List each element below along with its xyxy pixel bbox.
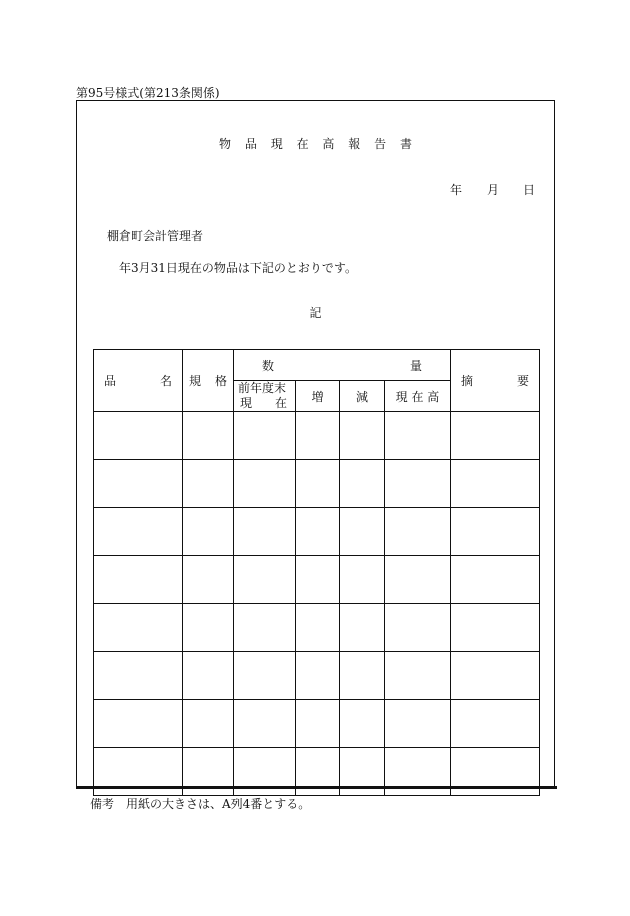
document-title bbox=[77, 135, 554, 152]
table-cell[interactable] bbox=[234, 412, 296, 460]
table-cell[interactable] bbox=[183, 412, 234, 460]
table-cell[interactable] bbox=[296, 412, 340, 460]
table-cell[interactable] bbox=[451, 508, 540, 556]
date-month-label: 月 bbox=[487, 183, 500, 197]
date-year-label: 年 bbox=[450, 183, 463, 197]
table-cell[interactable] bbox=[340, 460, 385, 508]
table-cell[interactable] bbox=[451, 700, 540, 748]
table-cell[interactable] bbox=[234, 700, 296, 748]
report-frame bbox=[76, 100, 555, 786]
title-char: 在 bbox=[296, 137, 309, 151]
title-char: 告 bbox=[374, 137, 387, 151]
table-cell[interactable] bbox=[385, 460, 451, 508]
table-cell[interactable] bbox=[94, 412, 183, 460]
table-cell[interactable] bbox=[94, 700, 183, 748]
form-number: 第95号様式(第213条関係) bbox=[76, 86, 220, 100]
table-row bbox=[94, 508, 540, 556]
table-cell[interactable] bbox=[340, 556, 385, 604]
header-current: 現 在 高 bbox=[385, 381, 451, 412]
table-cell[interactable] bbox=[385, 556, 451, 604]
table-cell[interactable] bbox=[94, 652, 183, 700]
table-row bbox=[94, 652, 540, 700]
table-cell[interactable] bbox=[94, 460, 183, 508]
table-row bbox=[94, 556, 540, 604]
table-cell[interactable] bbox=[451, 460, 540, 508]
table-cell[interactable] bbox=[183, 652, 234, 700]
remark: 備考 用紙の大きさは、A列4番とする。 bbox=[90, 797, 311, 811]
inventory-table bbox=[93, 349, 540, 796]
table-cell[interactable] bbox=[183, 700, 234, 748]
table-cell[interactable] bbox=[296, 460, 340, 508]
table-cell[interactable] bbox=[183, 604, 234, 652]
header-spec: 規 格 bbox=[183, 350, 234, 412]
date-day-label: 日 bbox=[523, 183, 536, 197]
table-cell[interactable] bbox=[94, 556, 183, 604]
table-cell[interactable] bbox=[183, 460, 234, 508]
table-cell[interactable] bbox=[385, 508, 451, 556]
table-cell[interactable] bbox=[296, 508, 340, 556]
title-char: 書 bbox=[399, 137, 412, 151]
table-cell[interactable] bbox=[340, 412, 385, 460]
table-cell[interactable] bbox=[451, 412, 540, 460]
table-row bbox=[94, 412, 540, 460]
header-increase: 増 bbox=[296, 381, 340, 412]
table-cell[interactable] bbox=[234, 604, 296, 652]
table-cell[interactable] bbox=[451, 604, 540, 652]
table-cell[interactable] bbox=[234, 652, 296, 700]
table-cell[interactable] bbox=[183, 508, 234, 556]
table-cell[interactable] bbox=[234, 460, 296, 508]
table-cell[interactable] bbox=[385, 700, 451, 748]
ki-heading: 記 bbox=[309, 306, 322, 320]
table-row bbox=[94, 460, 540, 508]
table-cell[interactable] bbox=[234, 508, 296, 556]
table-cell[interactable] bbox=[183, 556, 234, 604]
table-cell[interactable] bbox=[296, 556, 340, 604]
title-char: 物 bbox=[219, 137, 232, 151]
table-cell[interactable] bbox=[340, 700, 385, 748]
title-char: 現 bbox=[270, 137, 283, 151]
table-row bbox=[94, 700, 540, 748]
table-cell[interactable] bbox=[296, 700, 340, 748]
header-prev-year-end: 前年度末 現 在 bbox=[234, 381, 296, 412]
title-char: 品 bbox=[244, 137, 257, 151]
table-cell[interactable] bbox=[296, 652, 340, 700]
table-row bbox=[94, 604, 540, 652]
table-cell[interactable] bbox=[340, 604, 385, 652]
title-char: 高 bbox=[322, 137, 335, 151]
table-cell[interactable] bbox=[340, 508, 385, 556]
table-cell[interactable] bbox=[385, 652, 451, 700]
header-item-name: 品 名 bbox=[94, 350, 183, 412]
table-cell[interactable] bbox=[385, 412, 451, 460]
header-remarks: 摘 要 bbox=[451, 350, 540, 412]
table-cell[interactable] bbox=[451, 652, 540, 700]
addressee: 棚倉町会計管理者 bbox=[107, 229, 204, 243]
table-cell[interactable] bbox=[94, 508, 183, 556]
table-cell[interactable] bbox=[94, 604, 183, 652]
table-cell[interactable] bbox=[234, 556, 296, 604]
title-char: 報 bbox=[348, 137, 361, 151]
table-cell[interactable] bbox=[385, 604, 451, 652]
table-cell[interactable] bbox=[451, 556, 540, 604]
bottom-rule bbox=[76, 786, 557, 789]
statement: 年3月31日現在の物品は下記のとおりです。 bbox=[119, 261, 357, 275]
header-decrease: 減 bbox=[340, 381, 385, 412]
header-quantity: 数 量 bbox=[234, 350, 451, 381]
table-cell[interactable] bbox=[340, 652, 385, 700]
table-cell[interactable] bbox=[296, 604, 340, 652]
